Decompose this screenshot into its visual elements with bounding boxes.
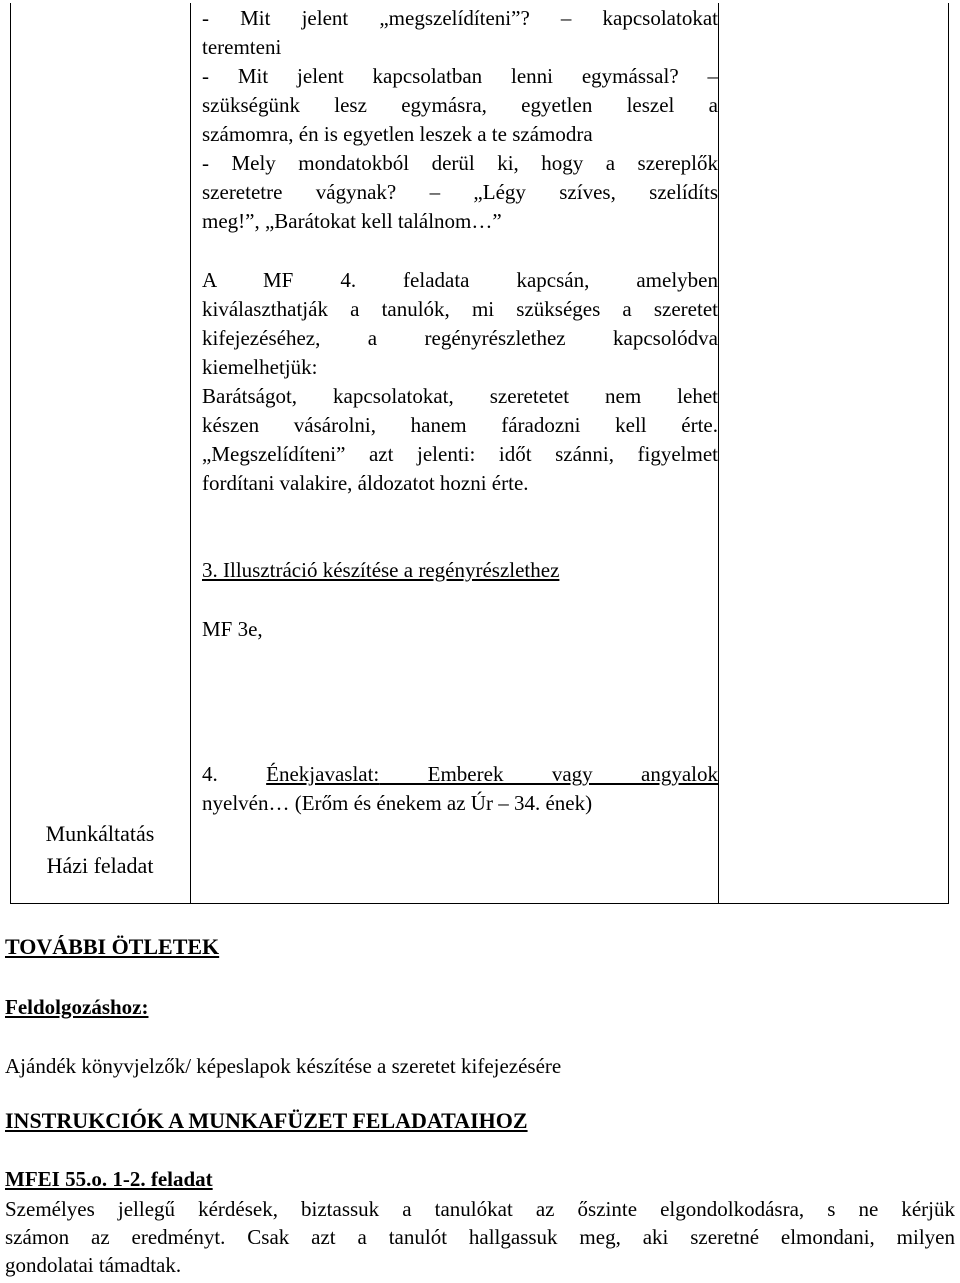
section-3-mf [202,615,718,644]
section-4-number: 4. [202,762,267,786]
mf-reference: MF 3e, [202,617,263,641]
task-reference: MFEI 55.o. 1-2. feladat [5,1167,213,1191]
table-border-col1 [190,3,191,904]
text-line: nyelvén… (Erőm és énekem az Úr – 34. ének) [202,791,593,815]
text-line: kifejezéséhez, a regényrészlethez kapcsolódva [202,326,718,350]
text-line: - Mit jelent „megszelídíteni”? – kapcsolatokat [202,6,718,30]
table-border-bottom [10,903,949,904]
text-line: szükségünk lesz egymásra, egyetlen leszel a [202,93,718,117]
lesson-plan-table [10,3,949,904]
text-line: gondolatai támadtak. [5,1253,182,1277]
text-line: készen vásárolni, hanem fáradozni kell érte. [202,413,718,437]
instructions-heading: INSTRUKCIÓK A MUNKAFÜZET FELADATAIHOZ [5,1108,528,1133]
text-line: kiválaszthatják a tanulók, mi szükséges a szeretet [202,297,718,321]
homework-label [10,818,190,882]
text-line: szeretetre vágynak? – „Légy szíves, szelídíts [202,180,718,204]
text-line: számon az eredményt. Csak azt a tanulót hallgassuk meg, aki szeretné elmondani, milyen [5,1225,955,1249]
text-line: kiemelhetjük: [202,355,318,379]
section-3 [202,556,718,585]
text-line: „Megszelídíteni” azt jelenti: időt szánni, figyelmet [202,442,718,466]
text-line: számomra, én is egyetlen leszek a te számodra [202,122,593,146]
text-line: fordítani valakire, áldozatot hozni érte. [202,471,529,495]
mf4-explanation [202,266,718,498]
text-line: Személyes jellegű kérdések, biztassuk a tanulókat az őszinte elgondolkodásra, s ne kérjük [5,1197,955,1221]
text-line: Barátságot, kapcsolatokat, szeretetet nem lehet [202,384,718,408]
text-line: meg!”, „Barátokat kell találnom…” [202,209,502,233]
further-ideas-subheading: Feldolgozáshoz: [5,995,149,1019]
intro-questions [202,4,718,236]
label-line: Munkáltatás [45,821,155,846]
section-4-label: Énekjavaslat: [266,762,380,786]
section-3-title: 3. Illusztráció készítése a regényrészlethez [202,558,560,582]
section-4-song: Emberek vagy angyalok [379,762,719,786]
table-border-left [10,3,11,904]
text-line: - Mely mondatokból derül ki, hogy a szereplők [202,151,718,175]
text-line: teremteni [202,35,282,59]
further-ideas-heading: TOVÁBBI ÖTLETEK [5,934,220,959]
text-line [202,760,718,789]
table-border-right [948,3,949,904]
further-ideas-text: Ajándék könyvjelzők/ képeslapok készítése a szeretet kifejezésére [5,1054,562,1078]
instructions-text [5,1195,955,1279]
table-border-col2 [718,3,719,904]
label-line: Házi feladat [46,853,154,878]
text-line: - Mit jelent kapcsolatban lenni egymással? – [202,64,718,88]
section-4 [202,760,718,818]
text-line: A MF 4. feladata kapcsán, amelyben [202,268,718,292]
